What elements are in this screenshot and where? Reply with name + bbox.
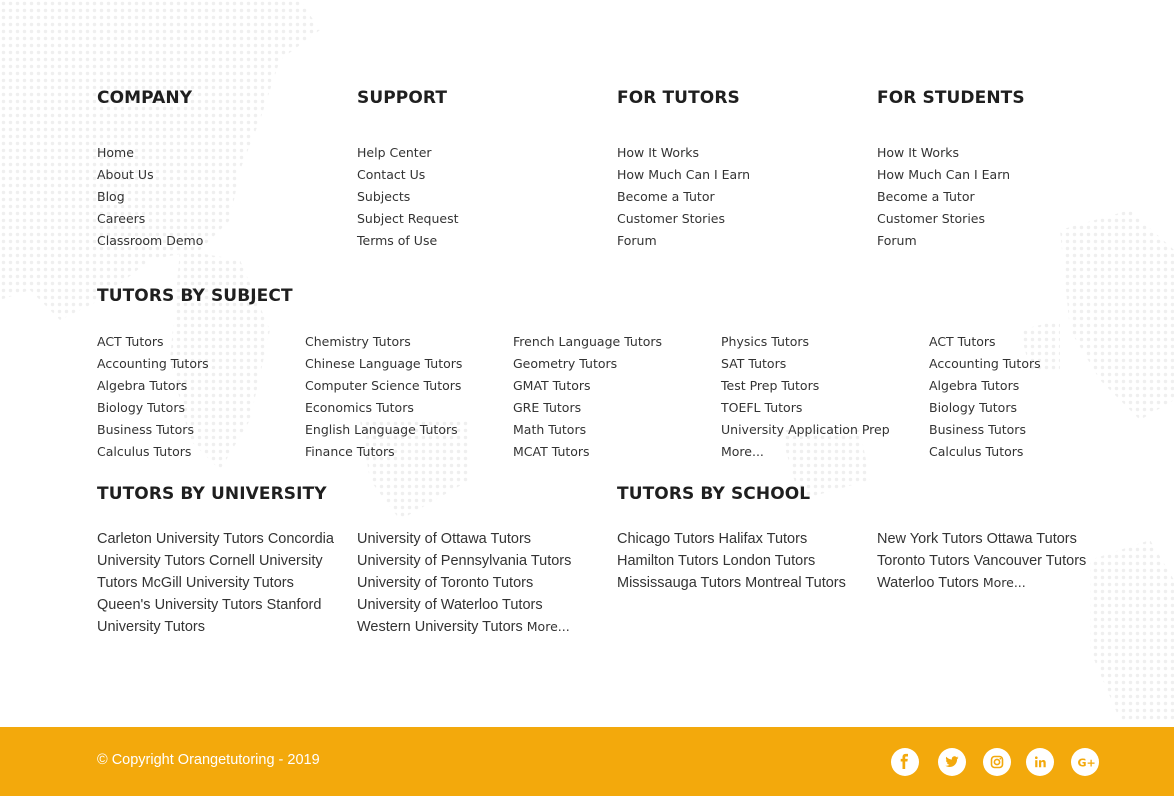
list-item[interactable] — [97, 375, 209, 397]
university-more-link[interactable]: More... — [526, 619, 570, 634]
terms-of-use-link[interactable]: Terms of Use — [357, 233, 438, 248]
list-item[interactable] — [877, 230, 1025, 252]
students-how-much-earn-link[interactable]: How Much Can I Earn — [877, 167, 1011, 182]
support-section — [357, 88, 458, 252]
list-item[interactable] — [513, 441, 662, 463]
school-line[interactable]: New York Tutors Ottawa Tutors — [877, 531, 1077, 547]
subject-link[interactable]: English Language Tutors — [305, 422, 458, 437]
list-item[interactable] — [97, 397, 209, 419]
university-line[interactable]: University of Waterloo Tutors — [357, 597, 543, 613]
subject-column-2 — [305, 331, 462, 463]
contact-us-link[interactable]: Contact Us — [357, 167, 426, 182]
subjects-link[interactable]: Subjects — [357, 189, 411, 204]
school-more-link[interactable]: More... — [982, 575, 1026, 590]
copyright-text: © Copyright Orangetutoring - 2019 — [97, 752, 320, 768]
subject-link[interactable]: ACT Tutors — [929, 334, 996, 349]
help-center-link[interactable]: Help Center — [357, 145, 432, 160]
list-item[interactable] — [721, 419, 890, 441]
list-item[interactable] — [97, 419, 209, 441]
university-line[interactable]: University of Ottawa Tutors — [357, 531, 532, 547]
subject-link[interactable]: GRE Tutors — [513, 400, 582, 415]
list-item[interactable] — [305, 353, 462, 375]
subject-link[interactable]: Chinese Language Tutors — [305, 356, 463, 371]
school-column-2 — [877, 528, 1086, 594]
subject-column-1 — [97, 331, 209, 463]
students-become-tutor-link[interactable]: Become a Tutor — [877, 189, 975, 204]
tutors-how-much-earn-link[interactable]: How Much Can I Earn — [617, 167, 751, 182]
university-line-text[interactable]: Western University Tutors — [357, 619, 523, 635]
school-line — [877, 572, 1086, 594]
university-line[interactable]: University of Toronto Tutors — [357, 575, 534, 591]
list-item[interactable] — [357, 208, 458, 230]
subject-link[interactable]: Algebra Tutors — [97, 378, 188, 393]
tutors-how-it-works-link[interactable]: How It Works — [617, 145, 699, 160]
tutors-by-school-heading: TUTORS BY SCHOOL — [617, 484, 811, 504]
subject-link[interactable]: Biology Tutors — [929, 400, 1017, 415]
careers-link[interactable]: Careers — [97, 211, 146, 226]
tutors-by-university-heading: TUTORS BY UNIVERSITY — [97, 484, 327, 504]
list-item[interactable] — [357, 164, 458, 186]
list-item[interactable] — [877, 142, 1025, 164]
list-item[interactable] — [305, 331, 462, 353]
list-item[interactable] — [513, 353, 662, 375]
company-links — [97, 142, 203, 252]
list-item[interactable] — [305, 375, 462, 397]
google-plus-icon[interactable] — [1071, 748, 1099, 776]
list-item[interactable] — [97, 142, 203, 164]
school-line[interactable]: Hamilton Tutors London Tutors — [617, 553, 816, 569]
list-item[interactable] — [929, 441, 1041, 463]
subject-link[interactable]: Biology Tutors — [97, 400, 185, 415]
subject-link[interactable]: Physics Tutors — [721, 334, 810, 349]
subject-column-5 — [929, 331, 1041, 463]
subject-column-3 — [513, 331, 662, 463]
classroom-demo-link[interactable]: Classroom Demo — [97, 233, 204, 248]
list-item[interactable] — [617, 164, 750, 186]
subject-link[interactable]: Business Tutors — [97, 422, 194, 437]
list-item[interactable] — [617, 208, 750, 230]
university-line[interactable]: Tutors McGill University Tutors — [97, 575, 294, 591]
list-item[interactable] — [513, 419, 662, 441]
company-heading: COMPANY — [97, 88, 193, 108]
subject-link[interactable]: Chemistry Tutors — [305, 334, 411, 349]
list-item[interactable] — [877, 164, 1025, 186]
subject-link[interactable]: MCAT Tutors — [513, 444, 590, 459]
list-item[interactable] — [357, 186, 458, 208]
subject-link[interactable]: SAT Tutors — [721, 356, 787, 371]
subject-column-4 — [721, 331, 890, 463]
list-item[interactable] — [929, 353, 1041, 375]
list-item[interactable] — [305, 397, 462, 419]
university-line[interactable]: Queen's University Tutors Stanford — [97, 597, 322, 613]
subject-link[interactable]: Geometry Tutors — [513, 356, 618, 371]
subject-link[interactable]: ACT Tutors — [97, 334, 164, 349]
subject-link[interactable]: Finance Tutors — [305, 444, 395, 459]
subject-link[interactable]: GMAT Tutors — [513, 378, 591, 393]
list-item[interactable] — [97, 353, 209, 375]
list-item[interactable] — [513, 397, 662, 419]
subject-link[interactable]: Accounting Tutors — [929, 356, 1041, 371]
list-item[interactable] — [721, 375, 890, 397]
subject-link[interactable]: French Language Tutors — [513, 334, 663, 349]
students-customer-stories-link[interactable]: Customer Stories — [877, 211, 985, 226]
list-item[interactable] — [97, 441, 209, 463]
list-item[interactable] — [97, 331, 209, 353]
students-how-it-works-link[interactable]: How It Works — [877, 145, 959, 160]
university-column-2 — [357, 528, 571, 638]
university-column-1 — [97, 528, 334, 638]
school-line[interactable]: Toronto Tutors Vancouver Tutors — [877, 553, 1087, 569]
subject-link[interactable]: Math Tutors — [513, 422, 587, 437]
for-tutors-links — [617, 142, 750, 252]
subject-link[interactable]: Economics Tutors — [305, 400, 414, 415]
list-item[interactable] — [513, 331, 662, 353]
university-line[interactable]: University Tutors Cornell University — [97, 553, 323, 569]
university-line — [357, 616, 571, 638]
list-item[interactable] — [929, 375, 1041, 397]
company-section — [97, 88, 203, 252]
subject-link[interactable]: Accounting Tutors — [97, 356, 209, 371]
for-tutors-section — [617, 88, 750, 252]
tutors-customer-stories-link[interactable]: Customer Stories — [617, 211, 725, 226]
subject-link[interactable]: Computer Science Tutors — [305, 378, 462, 393]
list-item[interactable] — [929, 331, 1041, 353]
list-item[interactable] — [357, 230, 458, 252]
school-line-text[interactable]: Waterloo Tutors — [877, 575, 979, 591]
home-link[interactable]: Home — [97, 145, 134, 160]
copyright-bar — [0, 727, 1174, 796]
subject-link[interactable]: University Application Prep — [721, 422, 890, 437]
list-item[interactable] — [617, 142, 750, 164]
students-forum-link[interactable]: Forum — [877, 233, 917, 248]
school-line[interactable]: Mississauga Tutors Montreal Tutors — [617, 575, 846, 591]
linkedin-icon[interactable] — [1026, 748, 1054, 776]
list-item[interactable] — [877, 186, 1025, 208]
university-line[interactable]: University of Pennsylvania Tutors — [357, 553, 572, 569]
list-item[interactable] — [513, 375, 662, 397]
subject-request-link[interactable]: Subject Request — [357, 211, 459, 226]
list-item[interactable] — [929, 419, 1041, 441]
list-item[interactable] — [721, 441, 890, 463]
school-column-1 — [617, 528, 846, 594]
list-item[interactable] — [97, 164, 203, 186]
svg-text:G+: G+ — [1077, 756, 1096, 770]
support-links — [357, 142, 458, 252]
subject-link[interactable]: Algebra Tutors — [929, 378, 1020, 393]
subject-link[interactable]: TOEFL Tutors — [721, 400, 803, 415]
list-item[interactable] — [305, 441, 462, 463]
list-item[interactable] — [305, 419, 462, 441]
university-line[interactable]: University Tutors — [97, 619, 205, 635]
list-item[interactable] — [617, 186, 750, 208]
list-item[interactable] — [97, 208, 203, 230]
subject-more-link[interactable]: More... — [721, 444, 764, 459]
list-item[interactable] — [929, 397, 1041, 419]
tutors-by-subject-heading: TUTORS BY SUBJECT — [97, 286, 293, 306]
blog-link[interactable]: Blog — [97, 189, 125, 204]
list-item[interactable] — [97, 186, 203, 208]
list-item[interactable] — [877, 208, 1025, 230]
list-item[interactable] — [721, 331, 890, 353]
list-item[interactable] — [97, 230, 203, 252]
support-heading: SUPPORT — [357, 88, 448, 108]
tutors-become-tutor-link[interactable]: Become a Tutor — [617, 189, 715, 204]
list-item[interactable] — [721, 397, 890, 419]
twitter-icon[interactable] — [938, 748, 966, 776]
subject-link[interactable]: Calculus Tutors — [929, 444, 1024, 459]
list-item[interactable] — [617, 230, 750, 252]
for-students-section — [877, 88, 1025, 252]
school-line[interactable]: Chicago Tutors Halifax Tutors — [617, 531, 808, 547]
subject-link[interactable]: Calculus Tutors — [97, 444, 192, 459]
facebook-icon[interactable] — [891, 748, 919, 776]
about-us-link[interactable]: About Us — [97, 167, 154, 182]
university-line[interactable]: Carleton University Tutors Concordia — [97, 531, 334, 547]
tutors-forum-link[interactable]: Forum — [617, 233, 657, 248]
subject-link[interactable]: Test Prep Tutors — [721, 378, 820, 393]
for-students-heading: FOR STUDENTS — [877, 88, 1025, 108]
list-item[interactable] — [357, 142, 458, 164]
subject-link[interactable]: Business Tutors — [929, 422, 1026, 437]
list-item[interactable] — [721, 353, 890, 375]
for-students-links — [877, 142, 1025, 252]
instagram-icon[interactable] — [983, 748, 1011, 776]
for-tutors-heading: FOR TUTORS — [617, 88, 740, 108]
